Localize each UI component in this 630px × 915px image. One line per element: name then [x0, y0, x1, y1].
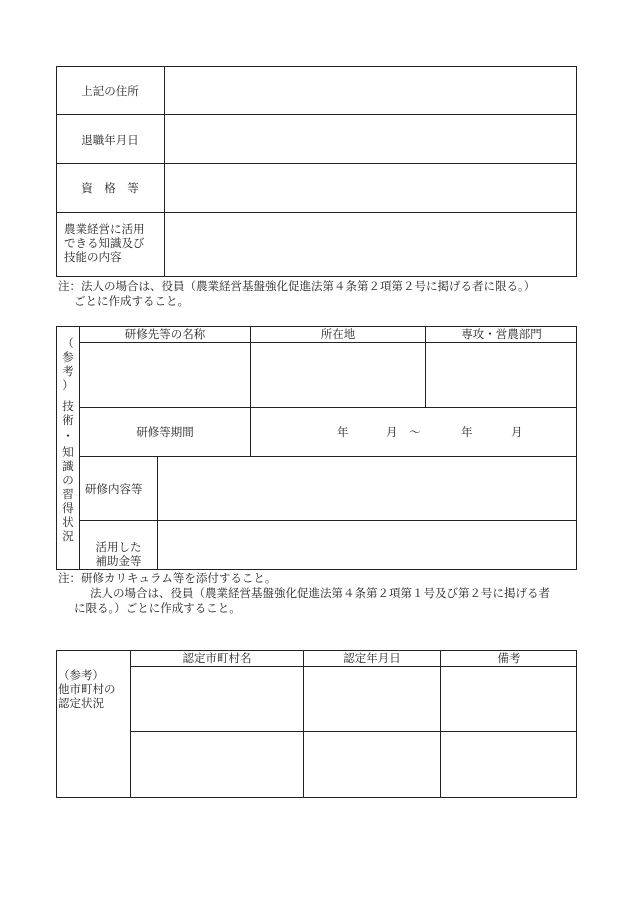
- location-field[interactable]: [251, 343, 425, 407]
- subsidy-label: 活用した 補助金等: [95, 540, 142, 568]
- municipality-field-1[interactable]: [131, 667, 303, 731]
- period-year-start: 年: [337, 425, 349, 439]
- header-remarks: 備考: [497, 651, 521, 665]
- period-month-start: 月: [386, 425, 398, 439]
- major-field[interactable]: [426, 343, 576, 407]
- period-tilde: ～: [409, 425, 421, 439]
- certification-date-field-1[interactable]: [304, 667, 440, 731]
- subsidy-field[interactable]: [158, 521, 576, 569]
- training-side-label: （ 参 考 ） 技 術 ・ 知 識 の 習 得 状 況: [62, 336, 74, 543]
- header-municipality: 認定市町村名: [182, 651, 252, 665]
- training-period-label: 研修等期間: [136, 425, 194, 439]
- period-year-end: 年: [461, 425, 473, 439]
- address-field[interactable]: [165, 67, 576, 114]
- knowledge-label: 農業経営に活用 できる知識及び 技能の内容: [64, 222, 145, 264]
- municipality-field-2[interactable]: [131, 732, 303, 797]
- remarks-field-1[interactable]: [441, 667, 576, 731]
- table2-note-cont: 法人の場合は、役員（農業経営基盤強化促進法第４条第２項第１号及び第２号に掲げる者: [90, 586, 550, 600]
- address-label: 上記の住所: [81, 84, 139, 98]
- period-month-end: 月: [511, 425, 523, 439]
- qualifications-field[interactable]: [165, 164, 576, 212]
- certification-date-field-2[interactable]: [304, 732, 440, 797]
- header-major: 専攻・営農部門: [461, 327, 542, 341]
- retirement-date-label: 退職年月日: [81, 133, 139, 147]
- header-certification-date: 認定年月日: [343, 651, 401, 665]
- knowledge-field[interactable]: [165, 213, 576, 276]
- table2-note: 注：研修カリキュラム等を添付すること。: [58, 571, 277, 585]
- header-location: 所在地: [320, 327, 356, 341]
- table2-note-cont2: に限る。）ごとに作成すること。: [74, 601, 241, 615]
- other-municipality-label: （参考） 他市町村の 認定状況: [58, 668, 116, 710]
- training-period-field[interactable]: [251, 408, 576, 456]
- retirement-date-field[interactable]: [165, 115, 576, 163]
- table1-note: 注：法人の場合は、役員（農業経営基盤強化促進法第４条第２項第２号に掲げる者に限る。）: [58, 279, 536, 293]
- training-content-label: 研修内容等: [85, 482, 143, 496]
- remarks-field-2[interactable]: [441, 732, 576, 797]
- table1-note-cont: ごとに作成すること。: [74, 294, 189, 308]
- qualifications-label: 資 格 等: [81, 181, 139, 195]
- training-name-field[interactable]: [80, 343, 250, 407]
- training-content-field[interactable]: [158, 457, 576, 520]
- header-training-name: 研修先等の名称: [124, 327, 206, 341]
